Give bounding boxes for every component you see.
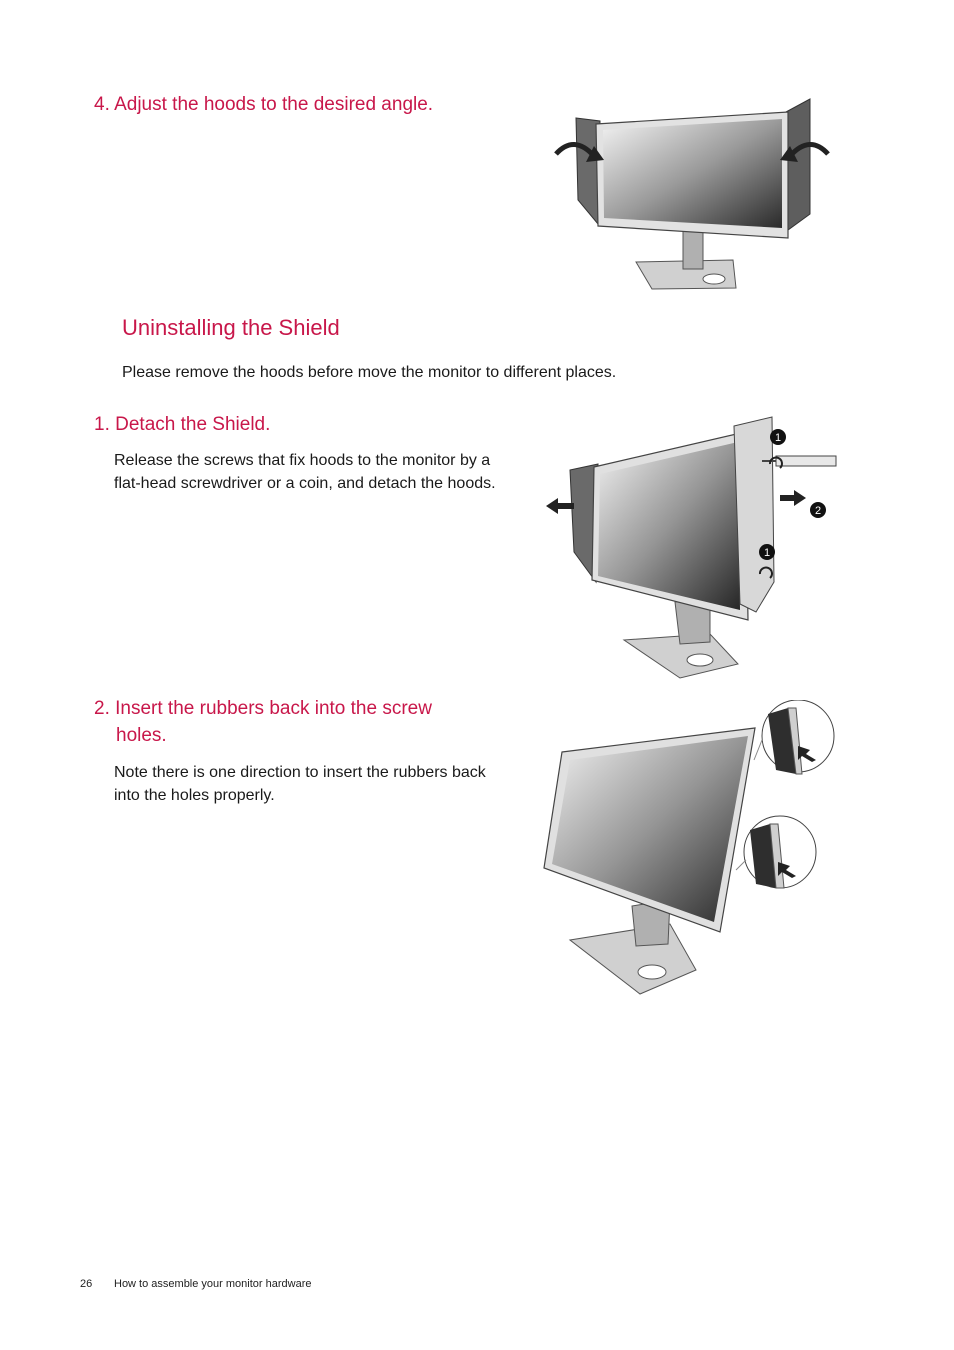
svg-text:1: 1 bbox=[763, 547, 771, 559]
step-2-text: Note there is one direction to insert the rubbers back into the holes properly. bbox=[114, 764, 486, 804]
page-number: 26 bbox=[80, 1278, 93, 1290]
footer-section-title: How to assemble your monitor hardware bbox=[114, 1278, 312, 1290]
monitor-with-hoods-illustration bbox=[548, 96, 838, 296]
svg-text:1: 1 bbox=[774, 432, 782, 444]
step-4-heading: 4. Adjust the hoods to the desired angle. bbox=[94, 94, 434, 115]
insert-rubbers-illustration bbox=[540, 700, 840, 1000]
svg-text:2: 2 bbox=[814, 505, 822, 517]
section-title: Uninstalling the Shield bbox=[122, 315, 340, 340]
step-1-text: Release the screws that fix hoods to the monitor by a flat-head screwdriver or a coin, and detach the hoods. bbox=[114, 452, 496, 492]
section-intro: Please remove the hoods before move the monitor to different places. bbox=[122, 364, 617, 381]
step-1-heading: 1. Detach the Shield. bbox=[94, 414, 271, 435]
arrow-left-icon bbox=[546, 498, 574, 514]
step-2-heading-continued: holes. bbox=[116, 725, 167, 746]
step-2-heading: 2. Insert the rubbers back into the screw bbox=[94, 698, 432, 719]
detach-shield-illustration bbox=[540, 412, 840, 684]
arrow-right-icon bbox=[780, 490, 806, 506]
